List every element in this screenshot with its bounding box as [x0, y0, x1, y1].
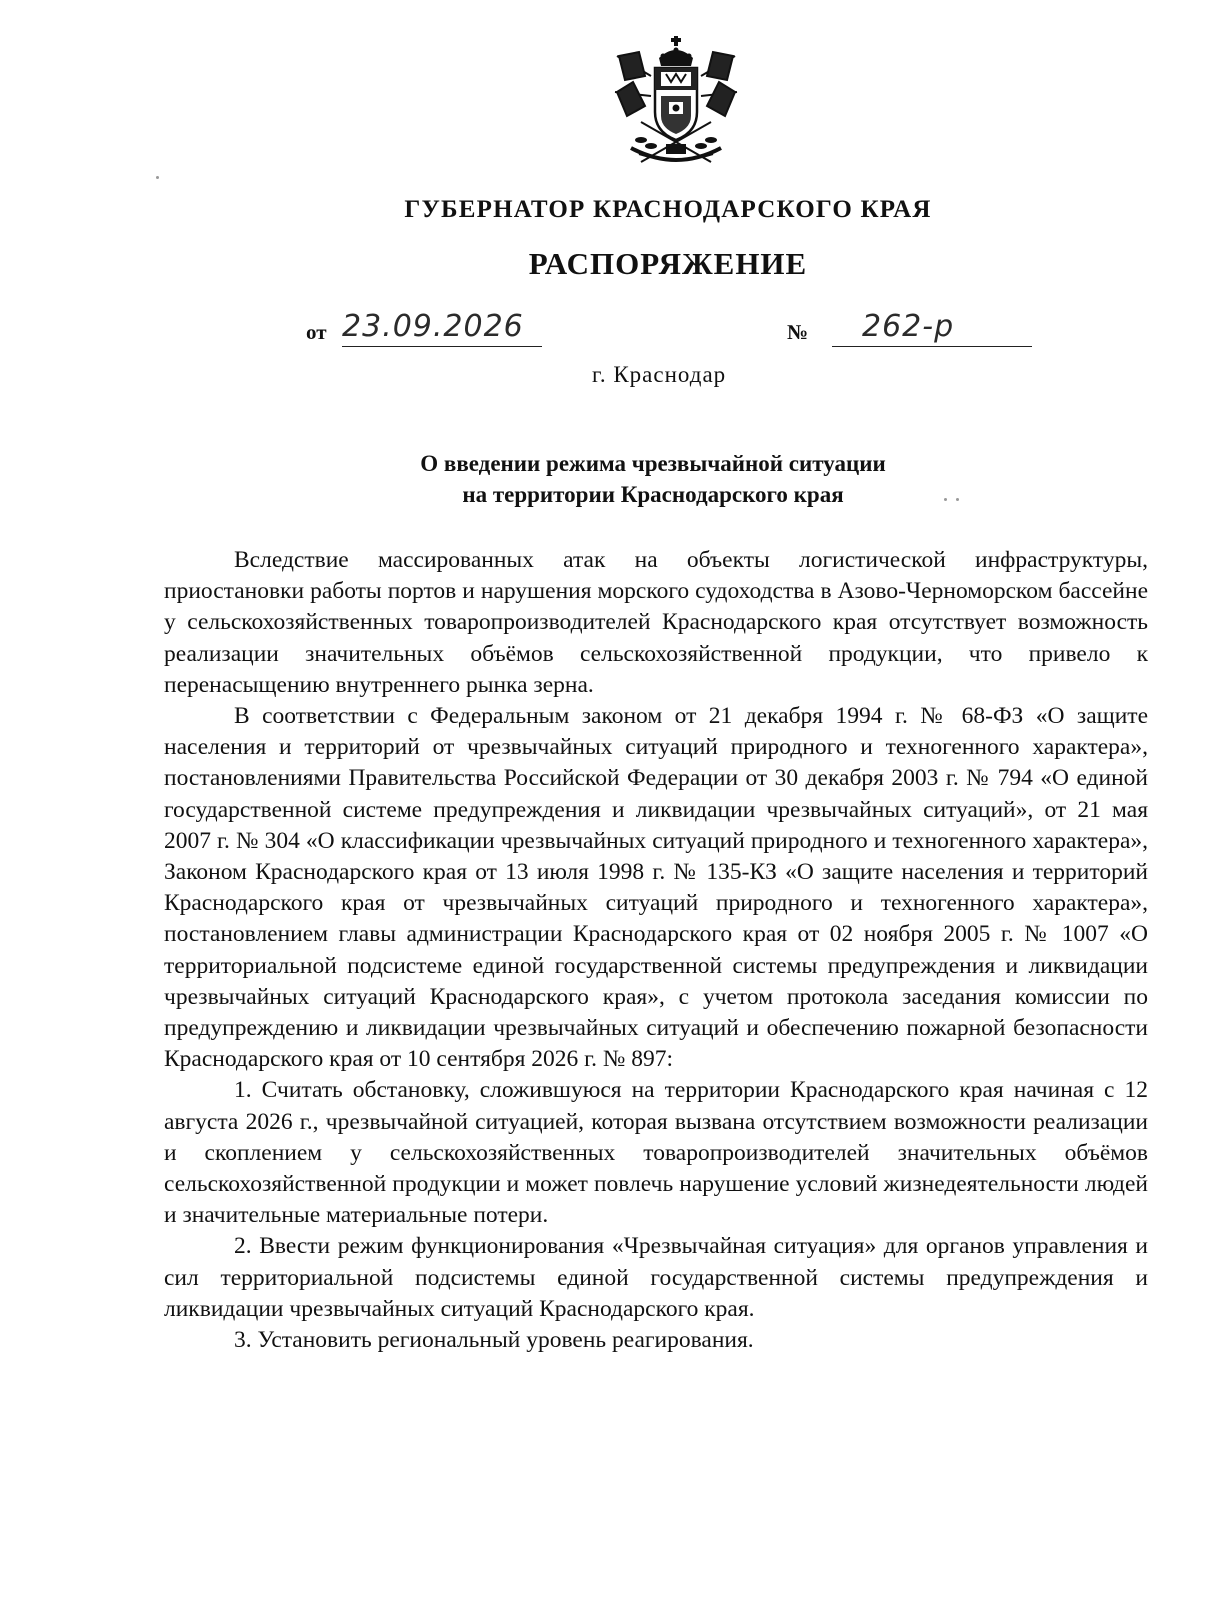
paragraph-legal-basis: В соответствии с Федеральным законом от 21 декабря 1994 г. № 68-ФЗ «О защите населения и территорий от чрезвычайных ситуаций природного и техногенного характера», постановлениями Правительства Российской Федерации от 30 декабря 2003 г. № 794 «О единой государственной системе предупреждения и ликвидации чрезвычайных ситуаций», от 21 мая 2007 г. № 304 «О классификации чрезвычайных ситуаций природного и техногенного характера», Законом Краснодарского края от 13 июля 1998 г. № 135-КЗ «О защите населения и территорий Краснодарского края от чрезвычайных ситуаций природного и техногенного характера», постановлением главы администрации Краснодарского края от 02 ноября 2005 г. № 1007 «О территориальной подсистеме единой государственной системы предупреждения и ликвидации чрезвычайных ситуаций Краснодарского края», с учетом протокола заседания комиссии по предупреждению и ликвидации чрезвычайных ситуаций и обеспечению пожарной безопасности Краснодарского края от 10 сентября 2026 г. № 897: [164, 703, 1148, 1073]
issuing-city: г. Краснодар [592, 362, 727, 387]
paragraph-item-3: 3. Установить региональный уровень реагирования. [234, 1327, 754, 1354]
document-body [164, 545, 1148, 1356]
paragraph-item-1: 1. Считать обстановку, сложившуюся на территории Краснодарского края начиная с 12 августа 2026 г., чрезвычайной ситуацией, которая вызвана отсутствием возможности реализации и скоплением у сельскохозяйственных товаропроизводителей значительных объёмов сельскохозяйственной продукции и может повлечь нарушение условий жизнедеятельности людей и значительные материальные потери. [164, 1077, 1148, 1229]
paragraph-preamble: Вследствие массированных атак на объекты логистической инфраструктуры, приостановки работы портов и нарушения морского судоходства в Азово-Черноморском бассейне у сельскохозяйственных товаропроизводителей Краснодарского края отсутствует возможность реализации значительных объёмов сельскохозяйственной продукции, что привело к перенасыщению внутреннего рынка зерна. [164, 547, 1148, 698]
date-prefix: от [306, 320, 327, 344]
scan-speck [944, 498, 947, 501]
document-title-line-1: О введении режима чрезвычайной ситуации [420, 451, 886, 476]
scan-speck [956, 498, 959, 501]
number-prefix: № [787, 320, 809, 344]
document-number: 262-р [832, 308, 1032, 347]
paragraph-item-2: 2. Ввести режим функционирования «Чрезвычайная ситуация» для органов управления и сил территориальной подсистемы единой государственной системы предупреждения и ликвидации чрезвычайных ситуаций Краснодарского края. [164, 1233, 1148, 1322]
scan-speck [156, 176, 159, 179]
krasnodar-coat-of-arms-icon [611, 36, 741, 174]
issuing-authority: ГУБЕРНАТОР КРАСНОДАРСКОГО КРАЯ [404, 196, 932, 223]
document-title-line-2: на территории Краснодарского края [462, 482, 844, 507]
document-meta-line [0, 308, 1206, 352]
document-title [0, 448, 1206, 510]
document-date: 23.09.2026 [342, 308, 542, 347]
document-type-heading: РАСПОРЯЖЕНИЕ [528, 246, 808, 281]
